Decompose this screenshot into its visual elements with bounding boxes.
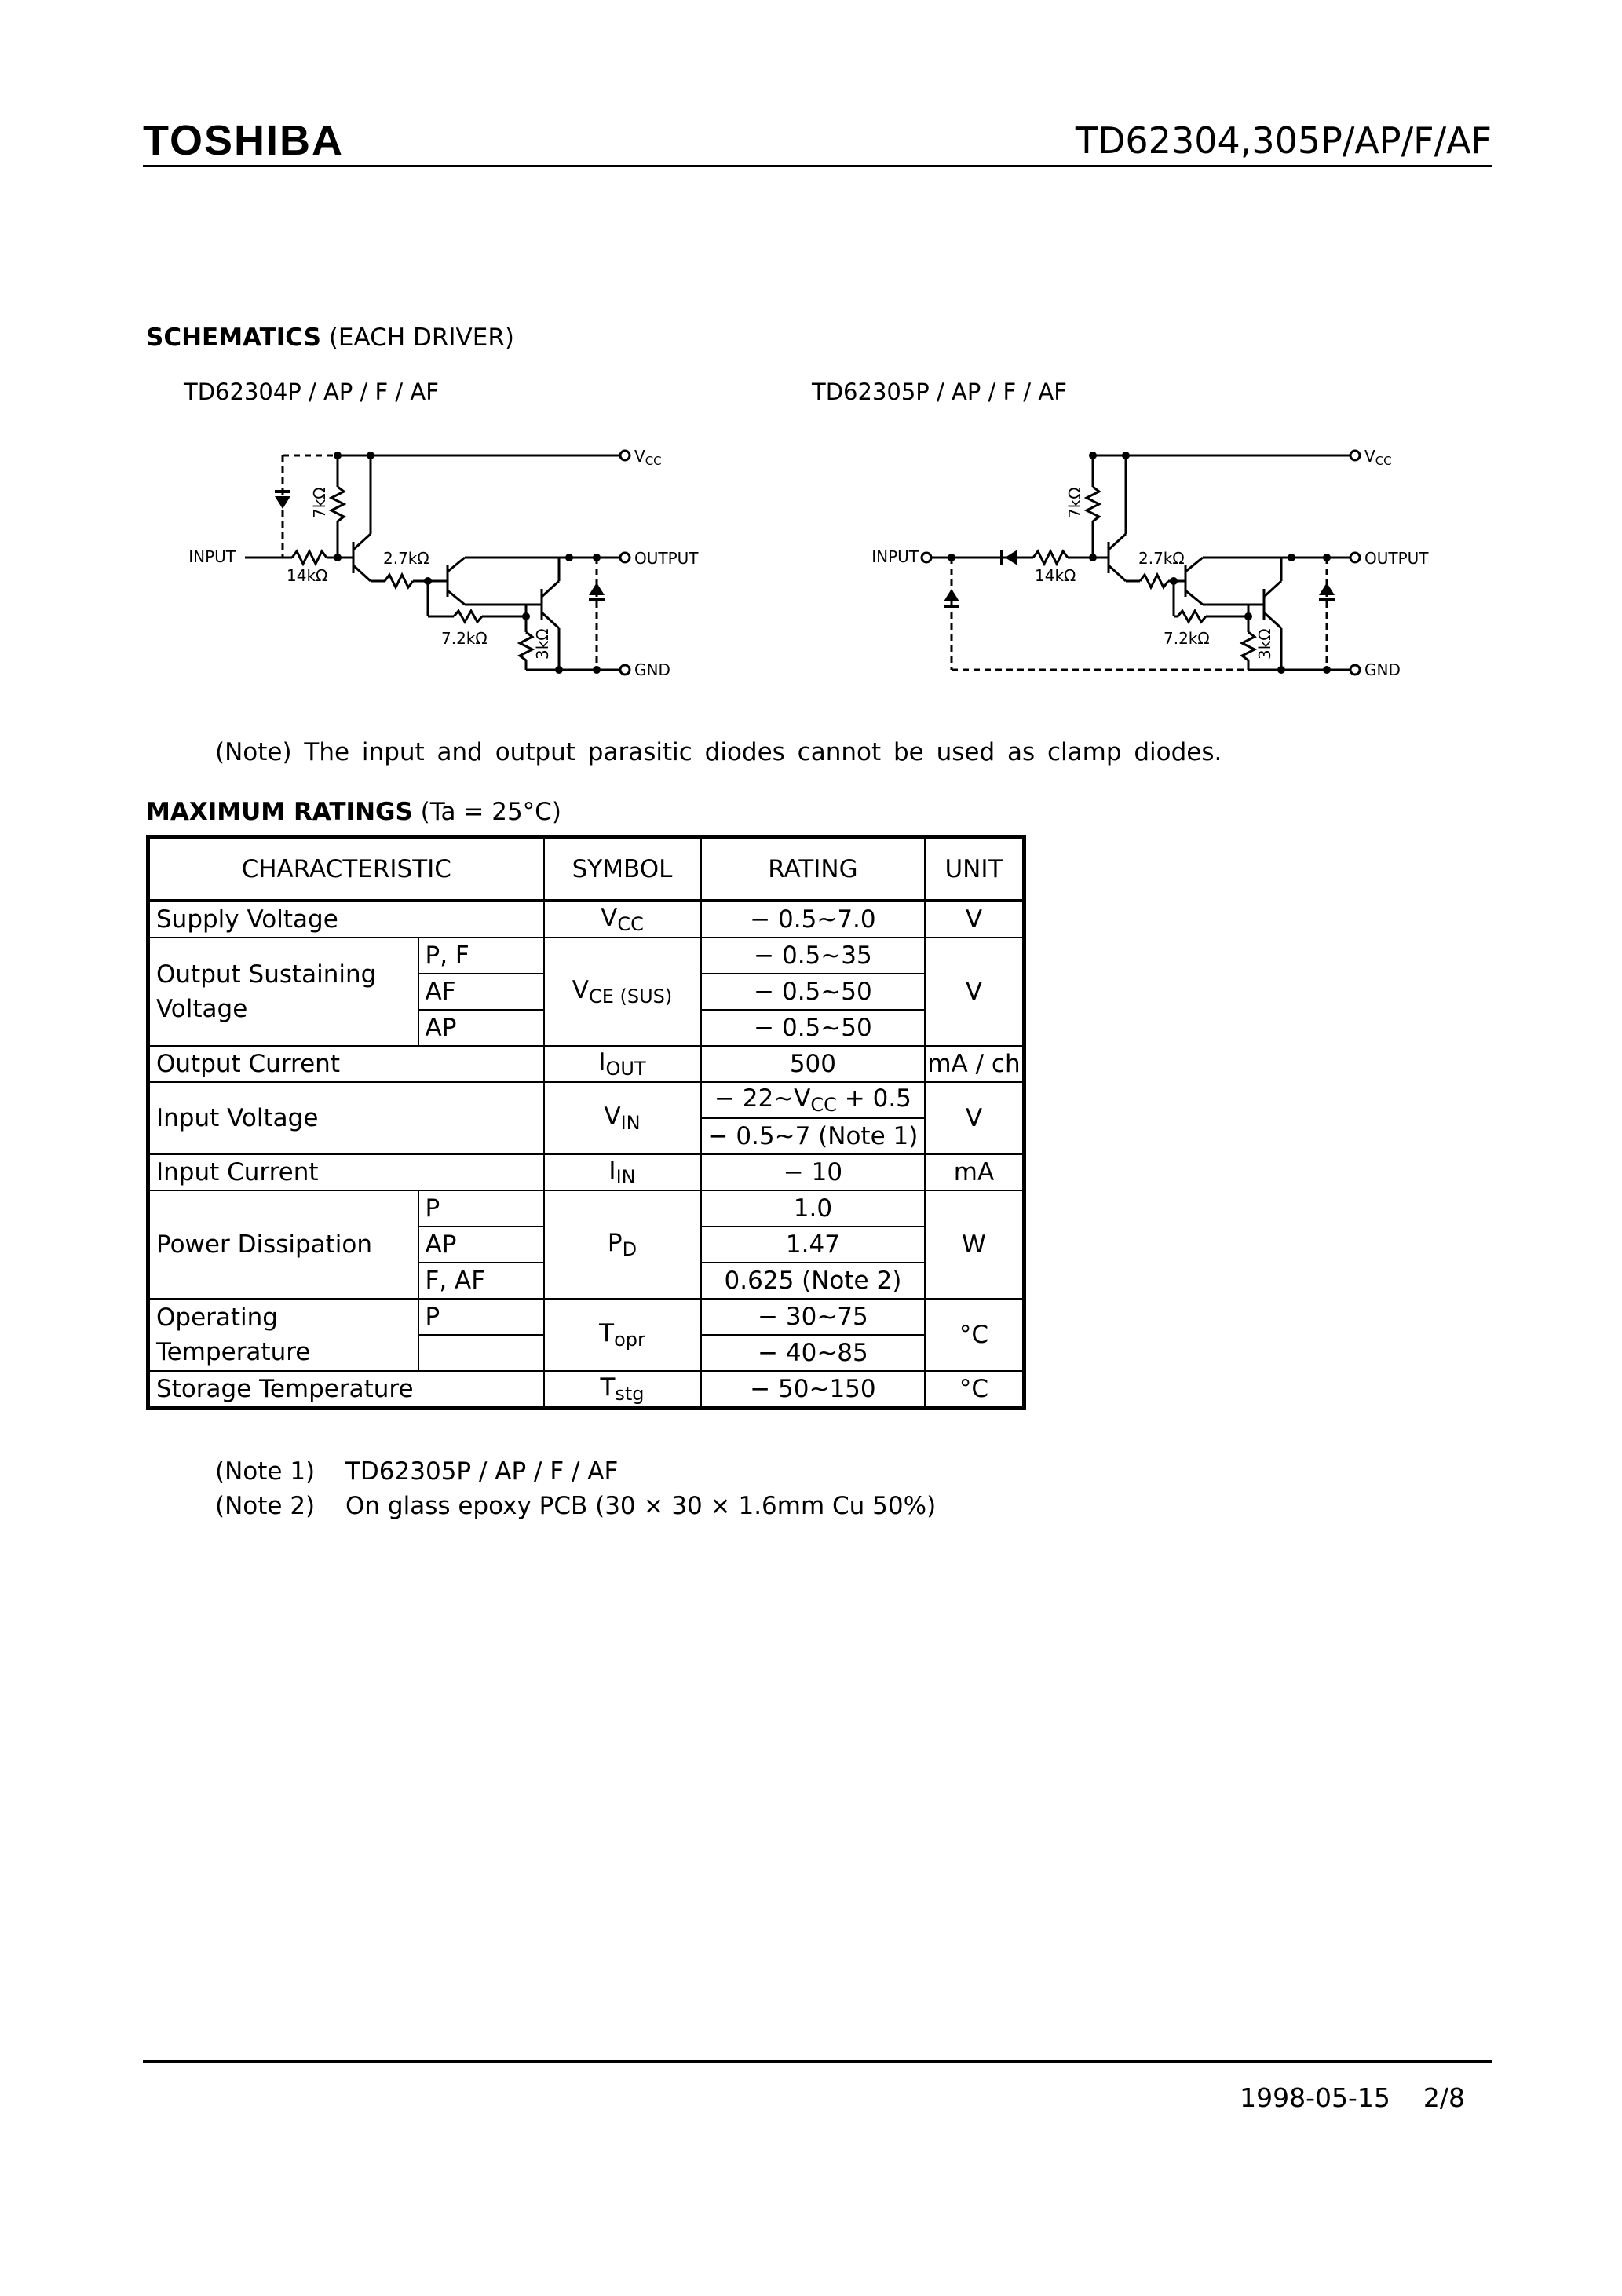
svg-text:7.2kΩ: 7.2kΩ: [1164, 629, 1210, 648]
left-input-label: INPUT: [188, 547, 236, 566]
table-row: AP − 0.5~50: [148, 1010, 1025, 1046]
svg-text:3kΩ: 3kΩ: [533, 628, 552, 660]
table-row: Input Current $I_{IN}$ − 10 mA: [148, 1154, 1025, 1190]
header-rule: [143, 165, 1492, 167]
max-ratings-condition: (Ta = 25°C): [420, 798, 561, 826]
schematic-td62305: [856, 424, 1476, 707]
left-gnd-label: GND: [634, 660, 670, 679]
table-row: Power Dissipation P $P_D$ 1.0 W: [148, 1190, 1025, 1227]
table-notes: [215, 1454, 936, 1523]
svg-text:14kΩ: 14kΩ: [1035, 566, 1076, 585]
table-header-row: [148, 838, 1025, 901]
schematic-note: (Note) The input and output parasitic diodes cannot be used as clamp diodes.: [215, 738, 1222, 766]
table-row: − 40~85: [148, 1335, 1025, 1371]
svg-text:VCC: $V_{CC}$: [634, 447, 662, 468]
schematic-td62304: [157, 424, 754, 707]
right-output-label: OUTPUT: [1364, 549, 1429, 568]
note-1: (Note 1) TD62305P / AP / F / AF: [215, 1457, 619, 1486]
header-characteristic: CHARACTERISTIC: [148, 838, 544, 901]
svg-text:14kΩ: 14kΩ: [287, 566, 328, 585]
table-row: F, AF 0.625 (Note 2): [148, 1263, 1025, 1299]
schematics-title: SCHEMATICS: [146, 324, 321, 352]
max-ratings-table: [146, 835, 1026, 1410]
page-number: 2/8: [1423, 2082, 1465, 2113]
max-ratings-heading: [146, 798, 561, 826]
footer-date: 1998-05-15: [1240, 2082, 1390, 2113]
schematics-subtitle: (EACH DRIVER): [328, 324, 514, 352]
note-2: (Note 2) On glass epoxy PCB (30 × 30 × 1.6mm Cu 50%): [215, 1492, 937, 1520]
max-ratings-title: MAXIMUM RATINGS: [146, 798, 413, 826]
table-row: Supply Voltage $V_{CC}$ − 0.5~7.0 V: [148, 901, 1025, 938]
right-gnd-label: GND: [1364, 660, 1401, 679]
table-row: AP 1.47: [148, 1227, 1025, 1263]
svg-text:2.7kΩ: 2.7kΩ: [383, 549, 429, 568]
header-unit: UNIT: [925, 838, 1024, 901]
footer: [1240, 2082, 1465, 2113]
table-row: − 0.5~7 (Note 1): [148, 1118, 1025, 1154]
schematic-left-label: TD62304P / AP / F / AF: [184, 378, 439, 405]
table-row: AF − 0.5~50: [148, 974, 1025, 1010]
table-row: Input Voltage $V_{IN}$ − $22\sim V_{CC} + 0.5$ V: [148, 1082, 1025, 1118]
right-input-label: INPUT: [871, 547, 919, 566]
table-row: Operating Temperature P $T_{opr}$ − 30~75 °C: [148, 1299, 1025, 1335]
svg-text:7kΩ: 7kΩ: [1065, 487, 1084, 518]
schematics-heading: [146, 324, 514, 352]
header-rating: RATING: [701, 838, 926, 901]
schematic-right-label: TD62305P / AP / F / AF: [812, 378, 1067, 405]
header-symbol: SYMBOL: [544, 838, 701, 901]
svg-text:3kΩ: 3kΩ: [1255, 628, 1274, 660]
svg-text:VCC: $V_{CC}$: [1364, 447, 1392, 468]
left-output-label: OUTPUT: [634, 549, 699, 568]
table-row: Storage Temperature $T_{stg}$ − 50~150 °C: [148, 1371, 1025, 1409]
footer-rule: [143, 2060, 1492, 2063]
table-row: Output Sustaining Voltage P, F $V_{CE (SUS)}$ − 0.5~35 V: [148, 938, 1025, 974]
svg-text:2.7kΩ: 2.7kΩ: [1138, 549, 1185, 568]
toshiba-logo: TOSHIBA: [143, 117, 345, 164]
table-row: Output Current $I_{OUT}$ 500 mA / ch: [148, 1046, 1025, 1082]
svg-text:7.2kΩ: 7.2kΩ: [441, 629, 488, 648]
svg-text:7kΩ: 7kΩ: [310, 487, 329, 518]
part-number: TD62304,305P/AP/F/AF: [1075, 119, 1492, 162]
